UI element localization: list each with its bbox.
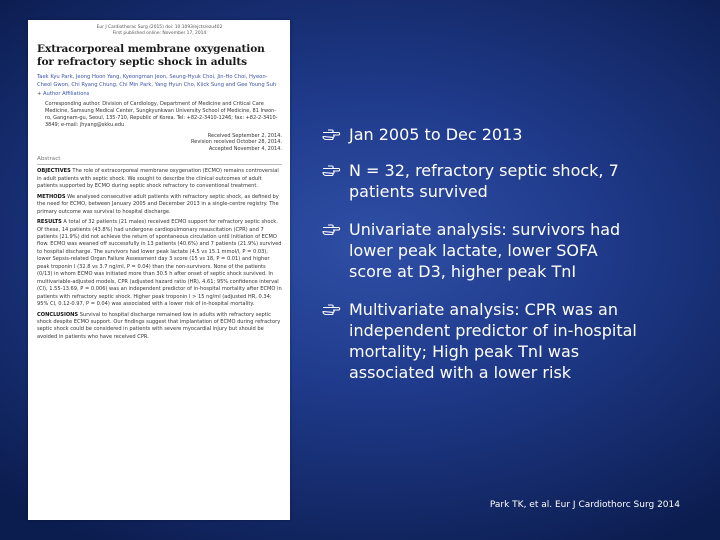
abstract-conclusions (37, 312, 282, 342)
hand-pointing-icon (322, 127, 341, 141)
received-date: Received September 2, 2014. (207, 132, 282, 139)
bullet-item (322, 299, 640, 383)
bullet-item (322, 160, 640, 202)
bullet-list (322, 124, 640, 383)
results-text: A total of 32 patients (21 males) received ECMO support for refractory septic shock. Of these, 14 patients (43.8%) had undergone cardiopulmonary resuscitation (CPR) and 7 patients (21.9%) did not achieve the return of spontaneous circulation until initiation of ECMO flow. ECMO was weaned off successfully in 13 patients (40.6%) and 7 patients (21.9%) survived to hospital discharge. The survivors had lower peak lactate (4.5 vs 15.1 mmol/l, P = 0.03), lower Sepsis-related Organ Failure Assessment day 3 score (15 vs 18, P = 0.01) and higher peak troponin I (32.8 vs 3.7 ng/ml, P = 0.04) than the non-survivors. None of the patients (0/13) in whom ECMO was initiated more than 30.5 h after onset of septic shock survived. In multivariable-adjusted models, CPR (adjusted hazard ratio (HR), 4.61; 95% confidence interval (CI), 1.55-13.69, P = 0.006) was an independent predictor of in-hospital mortality after ECMO in patients with refractory septic shock. Higher peak troponin I > 15 ng/ml (adjusted HR, 0.34; 95% CI, 0.12-0.97, P = 0.04) was associated with a lower risk of in-hospital mortality. (37, 219, 282, 308)
author-affiliations-toggle[interactable]: + Author Affiliations (37, 90, 90, 97)
abstract-results (37, 219, 282, 308)
hand-pointing-icon (322, 163, 341, 177)
bullet-item (322, 219, 640, 282)
citation: Park TK, et al. Eur J Cardiothorc Surg 2014 (489, 500, 680, 510)
hand-pointing-icon (322, 302, 341, 316)
methods-head: METHODS (37, 193, 66, 200)
correspondence: Corresponding author. Division of Cardiology, Department of Medicine and Critical Care Medicine, Samsung Medical Center, Sungkyunkwan University School of Medicine, 81 Irwon-ro, Gangnam-gu, Seoul, 135-710, Republic of Korea. Tel: +82-2-3410-1246; fax: +82-2-3410-3849; e-mail: jhyang@skku.edu (45, 100, 278, 129)
objectives-head: OBJECTIVES (37, 168, 71, 175)
abstract-methods (37, 194, 282, 216)
paper-title: Extracorporeal membrane oxygenation for refractory septic shock in adults (37, 43, 265, 68)
bullet-text: N = 32, refractory septic shock, 7 patients survived (349, 161, 619, 201)
author-list: Taek Kyu Park, Jeong Hoon Yang, Kyeongman Jeon, Seung-Hyuk Choi, Jin-Ho Choi, Hyeon-Cheol Gwon, Chi Ryang Chung, Chi Min Park, Yang Hyun Cho, Kiick Sung and Gee Young Suh (37, 74, 277, 89)
bullet-text: Multivariate analysis: CPR was an independent predictor of in-hospital mortality; High peak TnI was associated with a lower risk (349, 300, 637, 382)
results-head: RESULTS (37, 219, 62, 226)
author-affiliations-label: Author Affiliations (43, 90, 90, 97)
paper-thumbnail (28, 20, 290, 520)
abstract-heading: Abstract (37, 156, 282, 165)
accepted-date: Accepted November 4, 2014. (208, 145, 282, 152)
objectives-text: The role of extracorporeal membrane oxygenation (ECMO) remains controversial in adult patients with septic shock. We sought to describe the clinical outcomes of adult patients supported by ECMO during septic shock refractory to conventional treatment. (37, 168, 279, 190)
bullet-item (322, 124, 640, 145)
conclusions-head: CONCLUSIONS (37, 311, 79, 318)
journal-reference: Eur J Cardiothorac Surg (2015) doi: 10.1093/ejcts/ezu402 (96, 25, 223, 30)
hand-pointing-icon (322, 222, 341, 236)
methods-text: We analysed consecutive adult patients with refractory septic shock, as defined by the need for ECMO, between January 2005 and December 2013 in a single-centre registry. The primary outcome was survival to hospital discharge. (37, 193, 279, 215)
revision-date: Revision received October 28, 2014. (191, 139, 282, 146)
abstract-objectives (37, 168, 282, 190)
first-published-date: First published online: November 17, 2014 (112, 31, 207, 36)
article-dates (37, 133, 282, 153)
bullet-text: Jan 2005 to Dec 2013 (349, 125, 523, 144)
conclusions-text: Survival to hospital discharge remained low in adults with refractory septic shock despite ECMO support. Our findings suggest that implantation of ECMO during refractory septic shock could be considered in patients with severe myocardial injury but should be avoided in patients who have received CPR. (37, 311, 281, 340)
bullet-text: Univariate analysis: survivors had lower peak lactate, lower SOFA score at D3, higher peak TnI (349, 220, 621, 281)
